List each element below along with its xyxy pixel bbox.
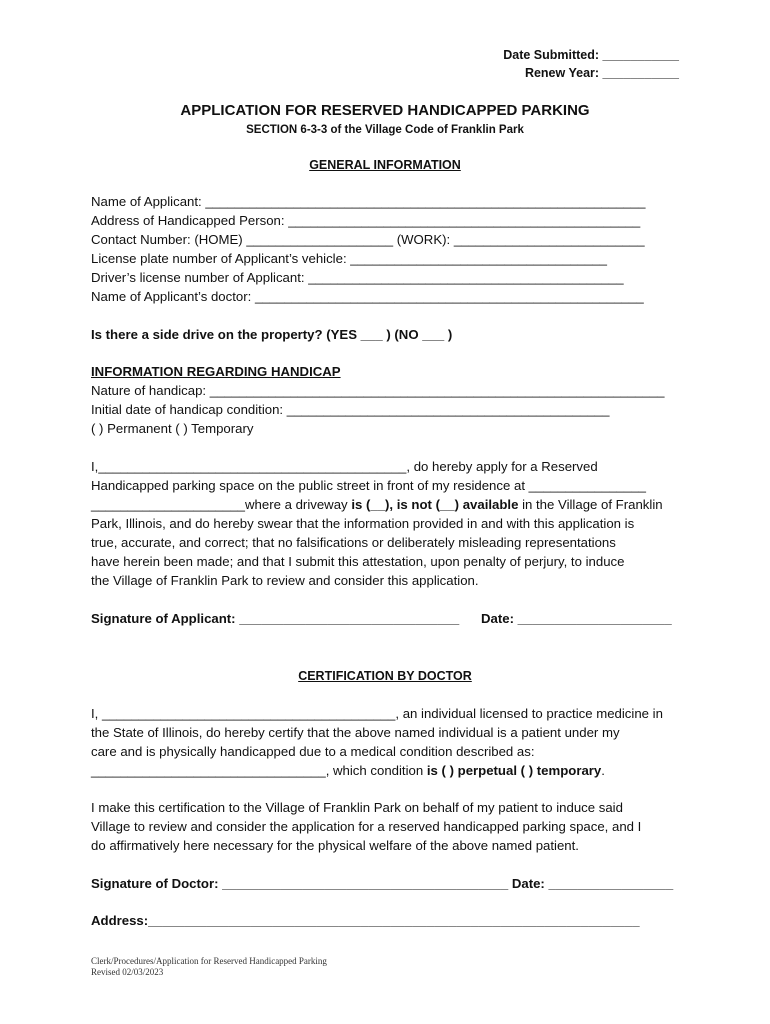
doctor-paragraph-line: I make this certification to the Village of Franklin Park on behalf of my patient to induce said [91,800,623,815]
statement-text: . [601,763,605,778]
initial-date-field[interactable]: Initial date of handicap condition: ____________________________________________ [91,402,610,417]
applicant-statement-line: true, accurate, and correct; that no falsifications or deliberately misleading representations [91,535,616,550]
license-plate-field[interactable]: License plate number of Applicant’s vehicle: ___________________________________ [91,251,607,266]
condition-blank: ________________________________, which condition [91,763,427,778]
doctor-statement-line: care and is physically handicapped due to a medical condition described as: [91,744,535,759]
applicant-date-field[interactable]: Date: _____________________ [481,611,672,626]
footer-revised: Revised 02/03/2023 [91,967,164,977]
applicant-signature-field[interactable]: Signature of Applicant: ______________________________ [91,611,460,626]
form-title: APPLICATION FOR RESERVED HANDICAPPED PARKING [180,102,590,119]
doctor-statement-line[interactable] [91,763,605,779]
form-subtitle: SECTION 6-3-3 of the Village Code of Franklin Park [246,124,524,136]
nature-of-handicap-field[interactable]: Nature of handicap: ______________________________________________________________ [91,383,665,398]
general-information-heading: GENERAL INFORMATION [309,158,461,172]
doctor-statement-line: the State of Illinois, do hereby certify that the above named individual is a patient under my [91,725,620,740]
side-drive-question[interactable]: Is there a side drive on the property? (YES ___ ) (NO ___ ) [91,327,453,342]
permanent-temporary-choice[interactable]: ( ) Permanent ( ) Temporary [91,421,254,436]
applicant-statement-line: the Village of Franklin Park to review and consider this application. [91,573,479,588]
doctor-address-field[interactable]: Address:___________________________________________________________________ [91,913,640,928]
driveway-blank: _____________________where a driveway [91,497,352,512]
doctor-paragraph-line: do affirmatively here necessary for the physical welfare of the above named patient. [91,838,579,853]
drivers-license-field[interactable]: Driver’s license number of Applicant: ___________________________________________ [91,270,624,285]
applicant-statement-line[interactable]: Handicapped parking space on the public street in front of my residence at ________________ [91,478,646,493]
handicapped-address-field[interactable]: Address of Handicapped Person: ________________________________________________ [91,213,641,228]
driveway-availability[interactable]: is (__), is not (__) available [351,497,519,512]
perpetual-temporary-choice[interactable]: is ( ) perpetual ( ) temporary [426,763,602,778]
date-submitted-field[interactable]: Date Submitted: ___________ [503,48,679,62]
applicant-statement-line: have herein been made; and that I submit this attestation, upon penalty of perjury, to induce [91,554,625,569]
renew-year-field[interactable]: Renew Year: ___________ [524,66,679,80]
applicant-statement-line: Park, Illinois, and do hereby swear that the information provided in and with this application is [91,516,635,531]
handicap-information-heading: INFORMATION REGARDING HANDICAP [91,364,341,379]
applicant-name-field[interactable]: Name of Applicant: ____________________________________________________________ [91,194,646,209]
doctor-name-field[interactable]: Name of Applicant’s doctor: _____________________________________________________ [91,289,644,304]
footer-path: Clerk/Procedures/Application for Reserved Handicapped Parking [91,956,327,966]
applicant-statement-line[interactable] [91,497,663,513]
doctor-certification-heading: CERTIFICATION BY DOCTOR [298,669,472,683]
doctor-statement-line[interactable]: I, ________________________________________, an individual licensed to practice medicine in [91,706,663,721]
statement-text: in the Village of Franklin [518,497,663,512]
doctor-paragraph-line: Village to review and consider the application for a reserved handicapped parking space, and I [91,819,642,834]
applicant-statement-line[interactable]: I,__________________________________________, do hereby apply for a Reserved [91,459,598,474]
contact-number-field[interactable]: Contact Number: (HOME) ____________________ (WORK): __________________________ [91,232,645,247]
doctor-signature-field[interactable]: Signature of Doctor: _______________________________________ Date: _________________ [91,876,674,891]
